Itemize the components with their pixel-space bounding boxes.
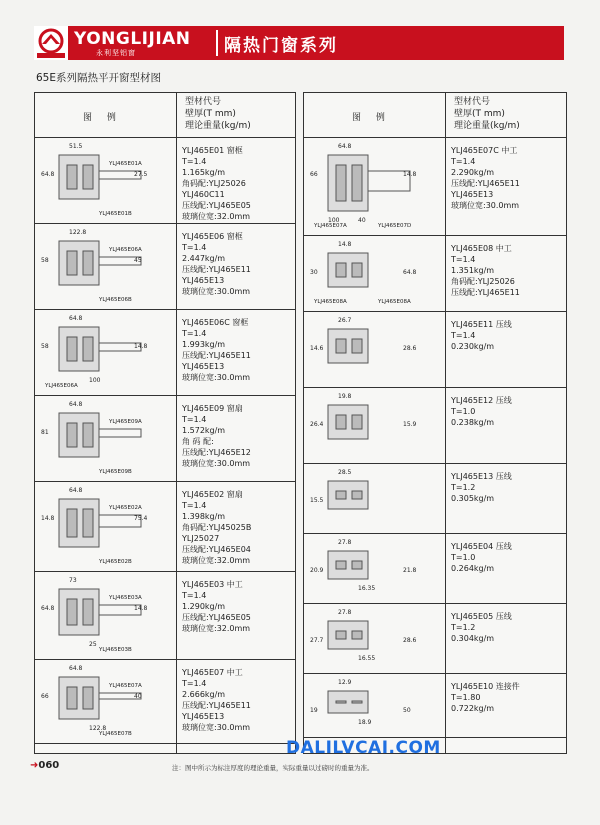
right-profile-row (304, 137, 566, 236)
spec-line: 2.290kg/m (451, 168, 495, 177)
spec-line: 0.238kg/m (451, 418, 495, 427)
dimension-label: 66 (310, 171, 318, 178)
right-profile-row (304, 533, 566, 604)
spec-line: 角码配:YLJ25026 (451, 277, 515, 286)
dimension-label: 64.8 (69, 487, 83, 494)
part-label: YLJ465E07D (378, 223, 412, 229)
right-profile-row (304, 387, 566, 464)
dimension-label: 73 (69, 577, 77, 584)
spec-line: T=1.2 (451, 623, 476, 632)
spec-line: 2.666kg/m (182, 690, 226, 699)
right-profile-row (304, 673, 566, 738)
spec-line: 压线配:YLJ465E11 (451, 288, 520, 297)
spec-line: 压线配:YLJ465E05 (182, 201, 251, 210)
left-profile-table (34, 92, 296, 754)
example-column-header: 图 例 (352, 113, 391, 123)
dimension-label: 14.8 (41, 515, 55, 522)
spec-line: YLJ465E13 (182, 276, 225, 285)
dimension-label: 64.8 (69, 665, 83, 672)
dimension-label: 14.8 (134, 343, 148, 350)
spec-line: 0.304kg/m (451, 634, 495, 643)
dimension-label: 75.4 (134, 515, 148, 522)
right-profile-row (304, 235, 566, 312)
spec-line: YLJ460C11 (182, 190, 225, 199)
spec-line: YLJ465E10 连接件 (451, 682, 520, 691)
example-column-header: 图 例 (83, 113, 122, 123)
spec-line: 玻璃位宽:30.0mm (182, 373, 251, 382)
spec-line: 玻璃位宽:32.0mm (182, 212, 251, 221)
dimension-label: 50 (403, 707, 411, 714)
dimension-label: 19.8 (338, 393, 352, 400)
spec-line: YLJ465E13 压线 (451, 472, 512, 481)
spec-line: T=1.2 (451, 483, 476, 492)
dimension-label: 15.9 (403, 421, 417, 428)
dimension-label: 64.8 (69, 315, 83, 322)
spec-line: T=1.4 (451, 157, 476, 166)
spec-line: T=1.0 (451, 407, 476, 416)
dimension-label: 40 (134, 693, 142, 700)
dimension-label: 122.8 (69, 229, 87, 236)
part-label: YLJ465E06B (99, 297, 132, 303)
part-label: YLJ465E06A (45, 383, 78, 389)
profile-drawing (39, 313, 171, 391)
spec-line: T=1.80 (451, 693, 481, 702)
spec-line: T=1.4 (182, 157, 207, 166)
dimension-label: 26.4 (310, 421, 324, 428)
spec-line: 压线配:YLJ465E11 (451, 179, 520, 188)
spec-column-header: 型材代号 壁厚(T mm) 理论重量(kg/m) (454, 97, 520, 131)
dimension-label: 28.6 (403, 345, 417, 352)
dimension-label: 21.8 (403, 567, 417, 574)
dimension-label: 66 (41, 693, 49, 700)
spec-line: YLJ465E12 压线 (451, 396, 512, 405)
dimension-label: 14.8 (403, 171, 417, 178)
profile-spec (182, 579, 251, 634)
dimension-label: 18.9 (358, 719, 372, 726)
left-profile-row (35, 395, 295, 482)
spec-line: YLJ465E04 压线 (451, 542, 512, 551)
dimension-label: 25 (89, 641, 97, 648)
spec-line: 0.722kg/m (451, 704, 495, 713)
dimension-label: 16.35 (358, 585, 376, 592)
spec-line: T=1.4 (451, 331, 476, 340)
dimension-label: 40 (358, 217, 366, 224)
spec-line: 1.572kg/m (182, 426, 226, 435)
series-title: 隔热门窗系列 (224, 36, 338, 56)
profile-drawing (39, 663, 171, 739)
dimension-label: 14.8 (338, 241, 352, 248)
spec-line: 0.264kg/m (451, 564, 495, 573)
spec-line: YLJ465E06C 窗框 (182, 318, 249, 327)
dimension-label: 64.8 (41, 171, 55, 178)
spec-line: 1.993kg/m (182, 340, 226, 349)
spec-line: YLJ25027 (182, 534, 220, 543)
dimension-label: 45 (134, 257, 142, 264)
spec-line: 压线配:YLJ465E11 (182, 701, 251, 710)
profile-spec (182, 231, 251, 297)
dimension-label: 15.5 (310, 497, 324, 504)
spec-line: 玻璃位宽:32.0mm (182, 624, 251, 633)
part-label: YLJ465E01B (99, 211, 132, 217)
profile-drawing (308, 537, 440, 599)
profile-drawing (308, 239, 440, 307)
left-profile-row (35, 481, 295, 572)
dimension-label: 58 (41, 343, 49, 350)
brand-subtitle: 永利坚铝窗 (96, 49, 136, 57)
profile-drawing (308, 141, 440, 231)
spec-line: YLJ465E13 (182, 362, 225, 371)
spec-line: YLJ465E09 窗扇 (182, 404, 243, 413)
profile-spec (451, 395, 512, 428)
right-table-header (304, 93, 566, 138)
footer-note: 注：图中所示为标注厚度的理论重量，实际重量以过磅时的重量为准。 (172, 764, 374, 772)
spec-line: 1.351kg/m (451, 266, 495, 275)
spec-line: T=1.4 (182, 679, 207, 688)
dimension-label: 100 (89, 377, 101, 384)
brand-logo (34, 26, 68, 60)
dimension-label: 14.8 (134, 605, 148, 612)
spec-line: T=1.4 (451, 255, 476, 264)
spec-line: 0.230kg/m (451, 342, 495, 351)
left-profile-row (35, 223, 295, 310)
dimension-label: 27.8 (338, 539, 352, 546)
part-label: YLJ465E08A (314, 299, 347, 305)
spec-line: 压线配:YLJ465E11 (182, 265, 251, 274)
dimension-label: 27.7 (310, 637, 324, 644)
part-label: YLJ465E03A (109, 595, 142, 601)
dimension-label: 14.6 (310, 345, 324, 352)
left-table-header (35, 93, 295, 138)
right-profile-row (304, 463, 566, 534)
left-profile-row (35, 137, 295, 224)
dimension-label: 30 (310, 269, 318, 276)
spec-line: YLJ465E13 (451, 190, 494, 199)
part-label: YLJ465E08A (378, 299, 411, 305)
profile-spec (451, 541, 512, 574)
right-profile-row (304, 311, 566, 388)
dimension-label: 19 (310, 707, 318, 714)
profile-spec (182, 489, 251, 566)
spec-line: 玻璃位宽:30.0mm (182, 723, 251, 732)
part-label: YLJ465E01A (109, 161, 142, 167)
spec-line: 角 码 配: (182, 437, 214, 446)
dimension-label: 12.9 (338, 679, 352, 686)
spec-line: 压线配:YLJ465E11 (182, 351, 251, 360)
site-watermark: DALILVCAI.COM (286, 738, 441, 758)
spec-line: 角码配:YLJ45025B (182, 523, 252, 532)
dimension-label: 28.6 (403, 637, 417, 644)
profile-drawing (39, 399, 171, 477)
part-label: YLJ465E07A (109, 683, 142, 689)
spec-line: 1.290kg/m (182, 602, 226, 611)
dimension-label: 81 (41, 429, 49, 436)
spec-line: 2.447kg/m (182, 254, 226, 263)
page-subtitle: 65E系列隔热平开窗型材图 (36, 72, 161, 84)
header-divider (216, 30, 218, 56)
part-label: YLJ465E02B (99, 559, 132, 565)
profile-spec (451, 471, 512, 504)
left-profile-row (35, 659, 295, 744)
part-label: YLJ465E09B (99, 469, 132, 475)
profile-drawing (39, 141, 171, 219)
spec-line: 1.165kg/m (182, 168, 226, 177)
dimension-label: 64.8 (403, 269, 417, 276)
spec-line: T=1.0 (451, 553, 476, 562)
part-label: YLJ465E07B (99, 731, 132, 737)
page-number: ➜060 (30, 760, 60, 771)
profile-drawing (39, 227, 171, 305)
profile-spec (451, 681, 520, 714)
profile-spec (182, 317, 251, 383)
spec-line: YLJ465E07C 中工 (451, 146, 518, 155)
spec-line: YLJ465E08 中工 (451, 244, 512, 253)
spec-line: 角码配:YLJ25026 (182, 179, 246, 188)
spec-column-header: 型材代号 壁厚(T mm) 理论重量(kg/m) (185, 97, 251, 131)
part-label: YLJ465E02A (109, 505, 142, 511)
spec-line: 0.305kg/m (451, 494, 495, 503)
profile-spec (182, 667, 251, 733)
spec-line: YLJ465E07 中工 (182, 668, 243, 677)
profile-drawing (308, 391, 440, 459)
spec-line: YLJ465E13 (182, 712, 225, 721)
dimension-label: 51.5 (69, 143, 83, 150)
spec-line: T=1.4 (182, 591, 207, 600)
profile-drawing (39, 485, 171, 567)
spec-line: T=1.4 (182, 329, 207, 338)
profile-drawing (39, 575, 171, 655)
spec-line: YLJ465E01 窗框 (182, 146, 243, 155)
part-label: YLJ465E09A (109, 419, 142, 425)
spec-line: YLJ465E06 窗框 (182, 232, 243, 241)
spec-line: T=1.4 (182, 243, 207, 252)
right-profile-table (303, 92, 567, 754)
spec-line: YLJ465E05 压线 (451, 612, 512, 621)
profile-spec (451, 145, 520, 211)
spec-line: T=1.4 (182, 415, 207, 424)
spec-line: 玻璃位宽:30.0mm (451, 201, 520, 210)
spec-line: YLJ465E02 窗扇 (182, 490, 243, 499)
part-label: YLJ465E07A (314, 223, 347, 229)
spec-line: 压线配:YLJ465E05 (182, 613, 251, 622)
profile-drawing (308, 677, 440, 733)
spec-line: 玻璃位宽:30.0mm (182, 287, 251, 296)
spec-line: 玻璃位宽:32.0mm (182, 556, 251, 565)
profile-drawing (308, 607, 440, 669)
profile-drawing (308, 315, 440, 383)
profile-spec (451, 611, 512, 644)
spec-line: 压线配:YLJ465E04 (182, 545, 251, 554)
dimension-label: 100 (328, 217, 340, 224)
dimension-label: 122.8 (89, 725, 107, 732)
dimension-label: 64.8 (69, 401, 83, 408)
profile-spec (451, 319, 512, 352)
dimension-label: 64.8 (338, 143, 352, 150)
spec-line: YLJ465E03 中工 (182, 580, 243, 589)
left-profile-row (35, 309, 295, 396)
dimension-label: 26.7 (338, 317, 352, 324)
profile-spec (451, 243, 520, 298)
dimension-label: 27.5 (134, 171, 148, 178)
brand-header (34, 26, 564, 60)
dimension-label: 28.5 (338, 469, 352, 476)
part-label: YLJ465E03B (99, 647, 132, 653)
brand-name: YONGLIJIAN (74, 29, 191, 49)
spec-line: T=1.4 (182, 501, 207, 510)
profile-spec (182, 403, 251, 469)
spec-line: 玻璃位宽:30.0mm (182, 459, 251, 468)
dimension-label: 16.55 (358, 655, 376, 662)
spec-line: 1.398kg/m (182, 512, 226, 521)
dimension-label: 64.8 (41, 605, 55, 612)
part-label: YLJ465E06A (109, 247, 142, 253)
profile-drawing (308, 467, 440, 529)
dimension-label: 58 (41, 257, 49, 264)
left-profile-row (35, 571, 295, 660)
dimension-label: 27.8 (338, 609, 352, 616)
spec-line: YLJ465E11 压线 (451, 320, 512, 329)
dimension-label: 20.9 (310, 567, 324, 574)
spec-line: 压线配:YLJ465E12 (182, 448, 251, 457)
right-profile-row (304, 603, 566, 674)
profile-spec (182, 145, 251, 222)
